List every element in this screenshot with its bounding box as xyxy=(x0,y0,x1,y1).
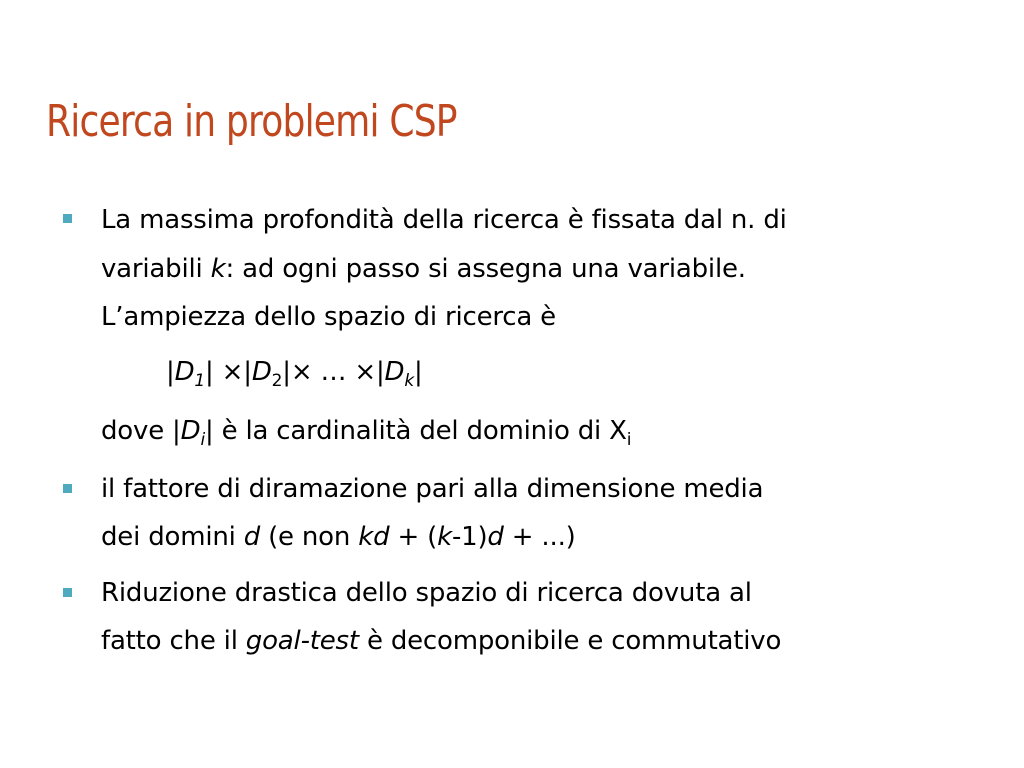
bullet-2-line-1: il fattore di diramazione pari alla dimensione media xyxy=(101,474,764,504)
formula-ellipsis: … xyxy=(320,357,347,387)
formula-sub-1: 1 xyxy=(194,371,206,391)
bullet-1-line-3: L’ampiezza dello spazio di ricerca è xyxy=(101,302,556,332)
sub-i: i xyxy=(626,430,632,450)
formula-bar: | xyxy=(375,357,385,387)
text-run: : ad ogni passo si assegna una variabile. xyxy=(225,254,746,284)
formula-sub-2: 2 xyxy=(271,371,283,391)
formula-times: × xyxy=(354,357,376,387)
variable-d: d xyxy=(243,522,261,552)
formula-times: × xyxy=(221,357,244,387)
bullet-2-line-2 xyxy=(101,520,576,554)
square-bullet-icon xyxy=(63,484,72,493)
text-run: (e non xyxy=(260,522,359,552)
formula-times: × xyxy=(290,357,313,387)
text-run: -1) xyxy=(451,522,488,552)
formula-sub-k: k xyxy=(404,371,415,391)
variable-k: k xyxy=(437,522,452,552)
variable-d: D xyxy=(180,416,201,446)
bullet-1-line-1: La massima profondità della ricerca è fissata dal n. di xyxy=(101,205,787,235)
sub-i: i xyxy=(200,430,205,450)
search-space-formula xyxy=(166,355,423,389)
text-run: dei domini xyxy=(101,522,244,552)
bullet-3-line-1: Riduzione drastica dello spazio di ricerca dovuta al xyxy=(101,578,752,608)
formula-d: D xyxy=(251,357,272,387)
formula-bar: | xyxy=(166,357,175,387)
text-run: + ...) xyxy=(503,522,576,552)
text-run: fatto che il xyxy=(101,626,246,656)
formula-d: D xyxy=(384,357,405,387)
formula-bar: | xyxy=(205,357,214,387)
bullet-3-line-2 xyxy=(101,624,781,658)
formula-d: D xyxy=(174,357,195,387)
variable-k: k xyxy=(210,254,226,284)
text-run: variabili xyxy=(101,254,211,284)
bullet-1-where-line xyxy=(101,414,631,448)
text-run: è decomponibile e commutativo xyxy=(358,626,782,656)
formula-bar: | xyxy=(414,357,423,387)
square-bullet-icon xyxy=(63,588,72,597)
variable-kd: kd xyxy=(358,522,390,552)
formula-bar: | xyxy=(282,357,291,387)
variable-d: d xyxy=(487,522,504,552)
text-run: + ( xyxy=(389,522,438,552)
text-run: | è la cardinalità del dominio di X xyxy=(204,416,627,446)
bullet-1-line-2 xyxy=(101,252,746,286)
square-bullet-icon xyxy=(63,214,72,223)
goal-test-term: goal-test xyxy=(245,626,359,656)
text-run: dove | xyxy=(101,416,181,446)
slide-title: Ricerca in problemi CSP xyxy=(46,96,457,147)
formula-bar: | xyxy=(243,357,252,387)
